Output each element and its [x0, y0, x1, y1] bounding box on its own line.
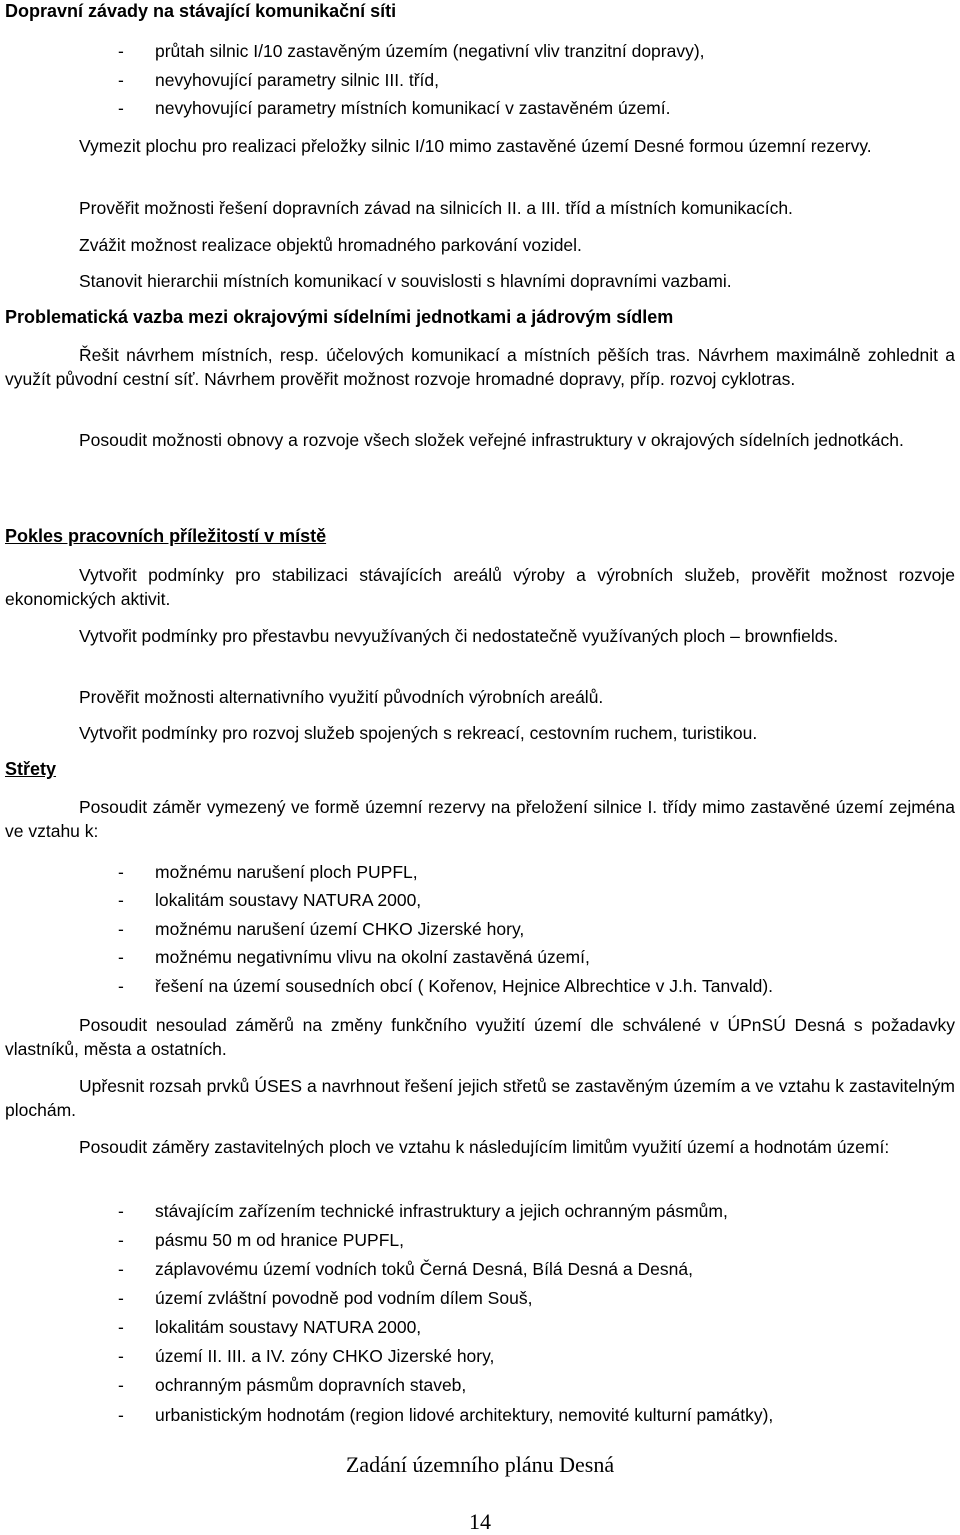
paragraph: Posoudit nesoulad záměrů na změny funkčního využití území dle schválené v ÚPnSÚ Desná s požadavky vlastníků, města a ostatních.	[5, 1015, 955, 1059]
paragraph: Vytvořit podmínky pro přestavbu nevyužívaných či nedostatečně využívaných ploch – brownfields.	[79, 626, 839, 646]
paragraph: Prověřit možnosti alternativního využití původních výrobních areálů.	[79, 687, 604, 707]
paragraph: Vytvořit podmínky pro stabilizaci stávajících areálů výroby a výrobních služeb, prověřit možnost rozvoje ekonomických aktivit.	[5, 565, 955, 609]
paragraph: Posoudit záměry zastavitelných ploch ve vztahu k následujícím limitům využití území a hodnotám území:	[79, 1137, 890, 1157]
heading-peripheral-link: Problematická vazba mezi okrajovými sídelními jednotkami a jádrovým sídlem	[5, 307, 674, 327]
footer-document-title: Zadání územního plánu Desná	[345, 1452, 615, 1477]
heading-job-decline: Pokles pracovních příležitostí v místě	[5, 526, 327, 546]
document-page: Dopravní závady na stávající komunikační síti - průtah silnic I/10 zastavěným územím (negativní vliv tranzitní dopravy), - nevyhovující parametry silnic III. tříd, - nevyhovující parametry místních komunikací v zastavěném území. Vymezit plochu pro realizaci přeložky silnic I/10 mimo zastavěné území Desné formou územní rezervy. Prověřit možnosti řešení dopravních závad na silnicích II. a III. tříd a místních komunikacích. Zvážit možnost realizace objektů hromadného parkování vozidel. Stanovit hierarchii místních komunikací v souvislosti s hlavními dopravními vazbami. Problematická vazba mezi okrajovými sídelními jednotkami a jádrovým sídlem Řešit návrhem místních, resp. účelových komunikací a místních pěších tras. Návrhem maximálně zohlednit a využít původní cestní síť. Návrhem prověřit možnost rozvoje hromadné dopravy, příp. rozvoj cyklotras. Posoudit možnosti obnovy a rozvoje všech složek veřejné infrastruktury v okrajových sídelních jednotkách. Pokles pracovních příležitostí v místě Vytvořit podmínky pro stabilizaci stávajících areálů výroby a výrobních služeb, prověřit možnost rozvoje ekonomických aktivit. Vytvořit podmínky pro přestavbu nevyužívaných či nedostatečně využívaných ploch – brownfields. Prověřit možnosti alternativního využití původních výrobních areálů. Vytvořit podmínky pro rozvoj služeb spojených s rekreací, cestovním ruchem, turistikou. Střety Posoudit záměr vymezený ve formě územní rezervy na přeložení silnice I. třídy mimo zastavěné území zejména ve vztahu k: - možnému narušení ploch PUPFL, - lokalitám soustavy NATURA 2000, - možnému narušení území CHKO Jizerské hory, - možnému negativnímu vlivu na okolní zastavěná území, - řešení na území sousedních obcí ( Kořenov, Hejnice Albrechtice v J.h. Tanvald). Posoudit nesoulad záměrů na změny funkčního využití území dle schválené v ÚPnSÚ Desná s požadavky vlastníků, města a ostatních. Upřesnit rozsah prvků ÚSES a navrhnout řešení jejich střetů se zastavěným územím a ve vztahu k zastavitelným plochám. Posoudit záměry zastavitelných ploch ve vztahu k následujícím limitům využití území a hodnotám území: - stávajícím zařízením technické infrastruktury a jejich ochranným pásmům, - pásmu 50 m od hranice PUPFL, - záplavovému území vodních toků Černá Desná, Bílá Desná a Desná, - území zvláštní povodně pod vodním dílem Souš, - lokalitám soustavy NATURA 2000, - území II. III. a IV. zóny CHKO Jizerské hory, - ochranným pásmům dopravních staveb, - urbanistickým hodnotám (region lidové architektury, nemovité kulturní památky), Zadání územního plánu Desná 14	[0, 0, 960, 1533]
paragraph: Posoudit možnosti obnovy a rozvoje všech složek veřejné infrastruktury v okrajových sídelních jednotkách.	[79, 430, 904, 450]
paragraph: Řešit návrhem místních, resp. účelových komunikací a místních pěších tras. Návrhem maximálně zohlednit a využít původní cestní síť. Návrhem prověřit možnost rozvoje hromadné dopravy, příp. rozvoj cyklotras.	[5, 345, 955, 389]
page-number: 14	[469, 1509, 491, 1534]
paragraph: Vytvořit podmínky pro rozvoj služeb spojených s rekreací, cestovním ruchem, turistikou.	[79, 723, 758, 743]
paragraph: Vymezit plochu pro realizaci přeložky silnic I/10 mimo zastavěné území Desné formou územní rezervy.	[79, 136, 872, 156]
paragraph: Upřesnit rozsah prvků ÚSES a navrhnout řešení jejich střetů se zastavěným územím a ve vztahu k zastavitelným plochám.	[5, 1076, 955, 1120]
paragraph: Posoudit záměr vymezený ve formě územní rezervy na přeložení silnice I. třídy mimo zastavěné území zejména ve vztahu k:	[5, 797, 955, 841]
heading-traffic-defects: Dopravní závady na stávající komunikační síti	[5, 1, 397, 21]
heading-conflicts: Střety	[5, 759, 57, 779]
paragraph: Zvážit možnost realizace objektů hromadného parkování vozidel.	[79, 235, 582, 255]
paragraph: Stanovit hierarchii místních komunikací v souvislosti s hlavními dopravními vazbami.	[79, 271, 732, 291]
paragraph: Prověřit možnosti řešení dopravních závad na silnicích II. a III. tříd a místních komunikacích.	[79, 198, 793, 218]
